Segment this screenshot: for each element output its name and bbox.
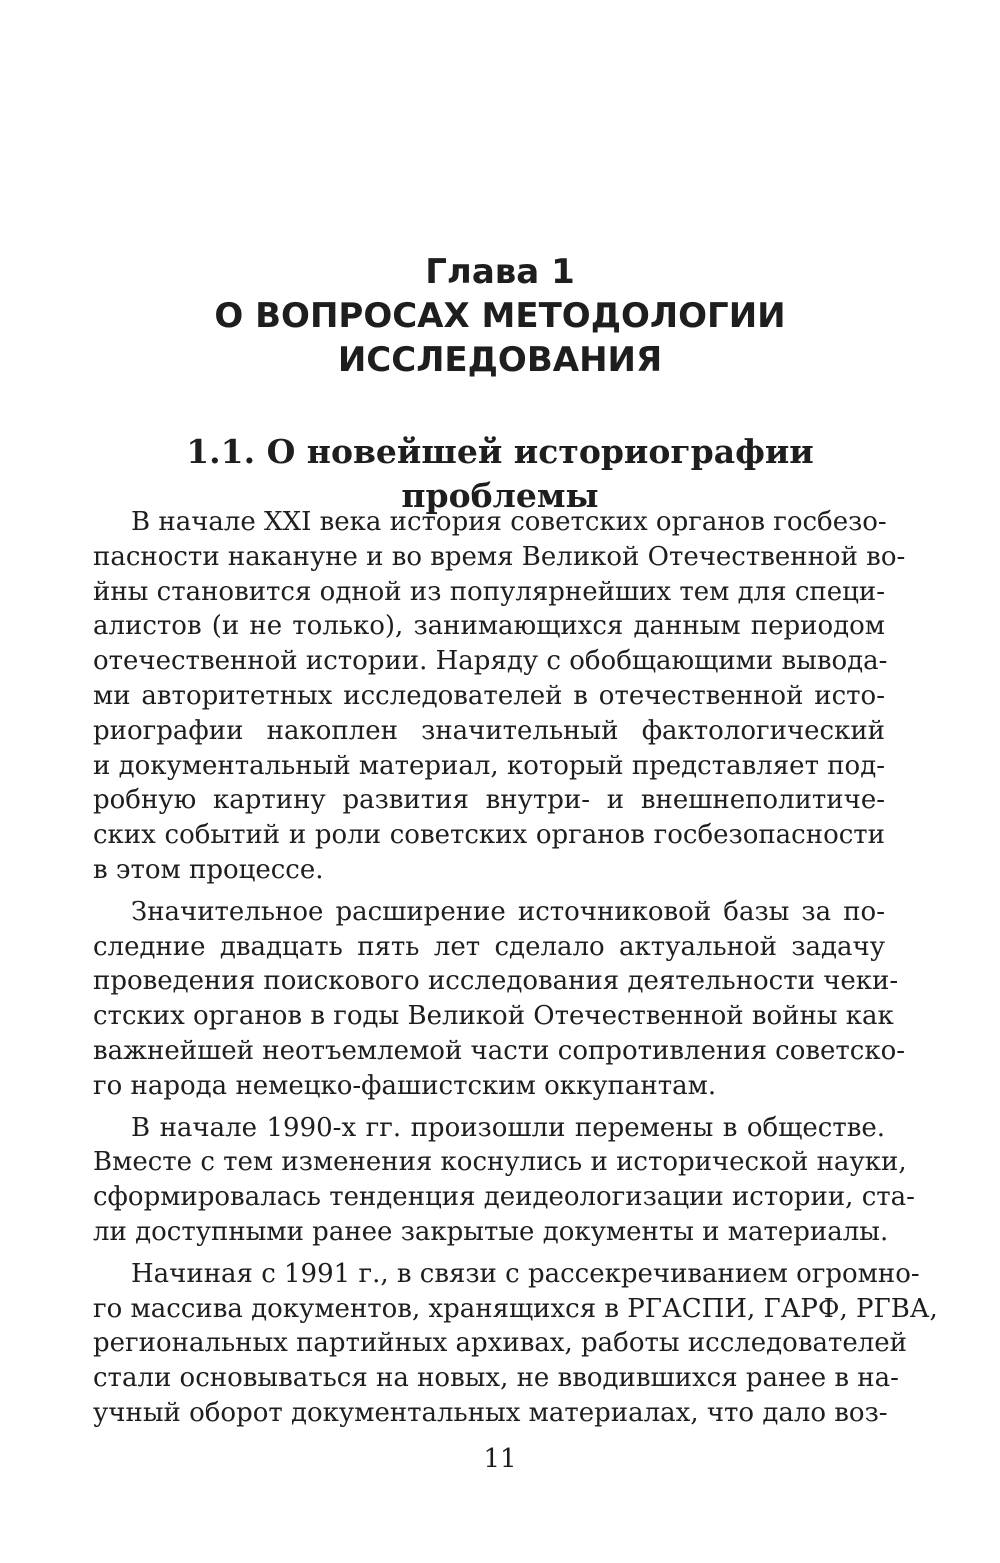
text-line: пасности накануне и во время Великой Отечественной во- <box>93 541 906 572</box>
text-line: алистов (и не только), занимающихся данным периодом <box>93 611 885 642</box>
paragraph-4 <box>93 1257 938 1431</box>
chapter-heading <box>0 250 1000 382</box>
text-line: проведения поискового исследования деятельности чеки- <box>93 966 899 997</box>
paragraph-3 <box>93 1111 915 1250</box>
text-line: ских событий и роли советских органов госбезопасности <box>93 820 885 851</box>
body-text <box>93 505 938 1438</box>
chapter-label: Глава 1 <box>425 252 575 292</box>
text-line: Вместе с тем изменения коснулись и исторической науки, <box>93 1147 907 1178</box>
paragraph-1 <box>93 505 906 888</box>
section-title: 1.1. О новейшей историографии проблемы <box>186 432 814 515</box>
text-line: следние двадцать пять лет сделало актуальной задачу <box>93 931 885 962</box>
paragraph-2 <box>93 895 906 1104</box>
text-line: Значительное расширение источниковой базы за по- <box>131 896 885 927</box>
text-line: го массива документов, хранящихся в РГАСПИ, ГАРФ, РГВА, <box>93 1293 938 1324</box>
text-line: в этом процессе. <box>93 854 324 885</box>
text-line: сформировалась тенденция деидеологизации истории, ста- <box>93 1182 915 1213</box>
page-number: 11 <box>483 1444 517 1474</box>
text-line: йны становится одной из популярнейших тем для специ- <box>93 576 885 607</box>
text-line: региональных партийных архивах, работы исследователей <box>93 1328 907 1359</box>
text-line: ли доступными ранее закрытые документы и материалы. <box>93 1216 889 1247</box>
text-line: В начале XXI века история советских органов госбезо- <box>131 507 887 537</box>
text-line: отечественной истории. Наряду с обобщающими вывода- <box>93 646 888 677</box>
chapter-title-line-2: ИССЛЕДОВАНИЯ <box>337 340 663 380</box>
text-line: риографии накоплен значительный фактологический <box>93 715 885 746</box>
text-line: робную картину развития внутри- и внешнеполитиче- <box>93 785 885 816</box>
chapter-title-line-1: О ВОПРОСАХ МЕТОДОЛОГИИ <box>214 296 786 336</box>
text-line: стали основываться на новых, не вводившихся ранее в на- <box>93 1363 899 1394</box>
text-line: В начале 1990-х гг. произошли перемены в обществе. <box>131 1112 885 1143</box>
text-line: Начиная с 1991 г., в связи с рассекречиванием огромно- <box>131 1258 920 1289</box>
text-line: ми авторитетных исследователей в отечественной исто- <box>93 680 885 711</box>
text-line: учный оборот документальных материалах, что дало воз- <box>93 1397 888 1428</box>
text-line: го народа немецко-фашистским оккупантам. <box>93 1070 717 1101</box>
text-line: и документальный материал, который представляет под- <box>93 750 885 781</box>
text-line: стских органов в годы Великой Отечественной войны как <box>93 1001 894 1032</box>
text-line: важнейшей неотъемлемой части сопротивления советско- <box>93 1035 906 1066</box>
